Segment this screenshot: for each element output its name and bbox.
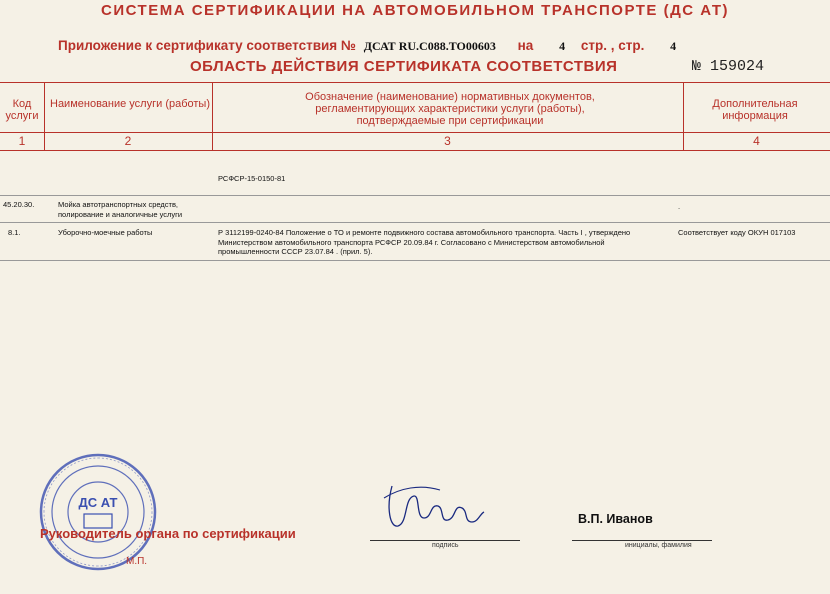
header-bottom-rule <box>0 132 830 133</box>
area-title: ОБЛАСТЬ ДЕЙСТВИЯ СЕРТИФИКАТА СООТВЕТСТВИЯ <box>190 58 618 75</box>
numbers-bottom-rule <box>0 150 830 151</box>
signatory-name: В.П. Иванов <box>578 512 653 526</box>
row-code: 8.1. <box>8 228 21 237</box>
row-name: Уборочно-моечные работы <box>58 228 153 237</box>
row-info: Соответствует коду ОКУН 017103 <box>678 228 796 237</box>
row-name: Мойка автотранспортных средств, полирование и аналогичные услуги <box>58 200 183 219</box>
system-title: СИСТЕМА СЕРТИФИКАЦИИ НА АВТОМОБИЛЬНОМ ТРАНСПОРТЕ (ДС АТ) <box>100 2 730 19</box>
signature-line <box>370 540 520 541</box>
stamp-text: ДС АТ <box>78 495 118 510</box>
col-head-code: Код услуги <box>5 98 39 122</box>
col-num-4: 4 <box>753 134 760 148</box>
col-head-docs: Обозначение (наименование) нормативных документов, регламентирующих характеристики услуги (работы), подтверждаемые при сертификации <box>305 91 595 127</box>
row-docs: Р 3112199-0240-84 Положение о ТО и ремонте подвижного состава автомобильного транспорта. Часть I , утверждено Министерством автомобильного транспорта РСФСР 20.09.84 г. Согласовано с Министерством автомобильной промышленности СССР 23.07.84 . (прил. 5). <box>218 228 631 256</box>
row-info: . <box>678 202 681 211</box>
col-head-name: Наименование услуги (работы) <box>50 98 210 110</box>
appendix-prefix: Приложение к сертификату соответствия № <box>58 38 356 53</box>
row-separator <box>0 260 830 261</box>
row-separator <box>0 195 830 196</box>
name-caption: инициалы, фамилия <box>625 542 692 549</box>
row-separator <box>0 222 830 223</box>
table-top-rule <box>0 82 830 83</box>
stamp-place-label: М.П. <box>126 556 148 567</box>
pages-label: стр. , стр. <box>580 38 645 53</box>
certificate-reference: ДСАТ RU.С088.ТО00603 <box>363 39 496 53</box>
appendix-line <box>58 38 676 54</box>
row-code: 45.20.30. <box>3 200 35 209</box>
table-top-note: РСФСР-15-0150-81 <box>218 174 286 183</box>
col-num-2: 2 <box>124 134 132 148</box>
name-line <box>572 540 712 541</box>
head-of-certification-label: Руководитель органа по сертификации <box>40 526 296 541</box>
col-num-3: 3 <box>444 134 451 148</box>
signature-caption: подпись <box>432 542 459 549</box>
page-number: 4 <box>670 39 677 53</box>
pages-count: 4 <box>559 39 566 53</box>
on-label: на <box>517 38 534 53</box>
col-num-1: 1 <box>18 134 26 148</box>
col-head-info: Дополнительная информация <box>712 98 798 122</box>
signature <box>380 478 490 538</box>
certificate-number: № 159024 <box>692 58 765 75</box>
seal-stamp <box>38 452 158 572</box>
